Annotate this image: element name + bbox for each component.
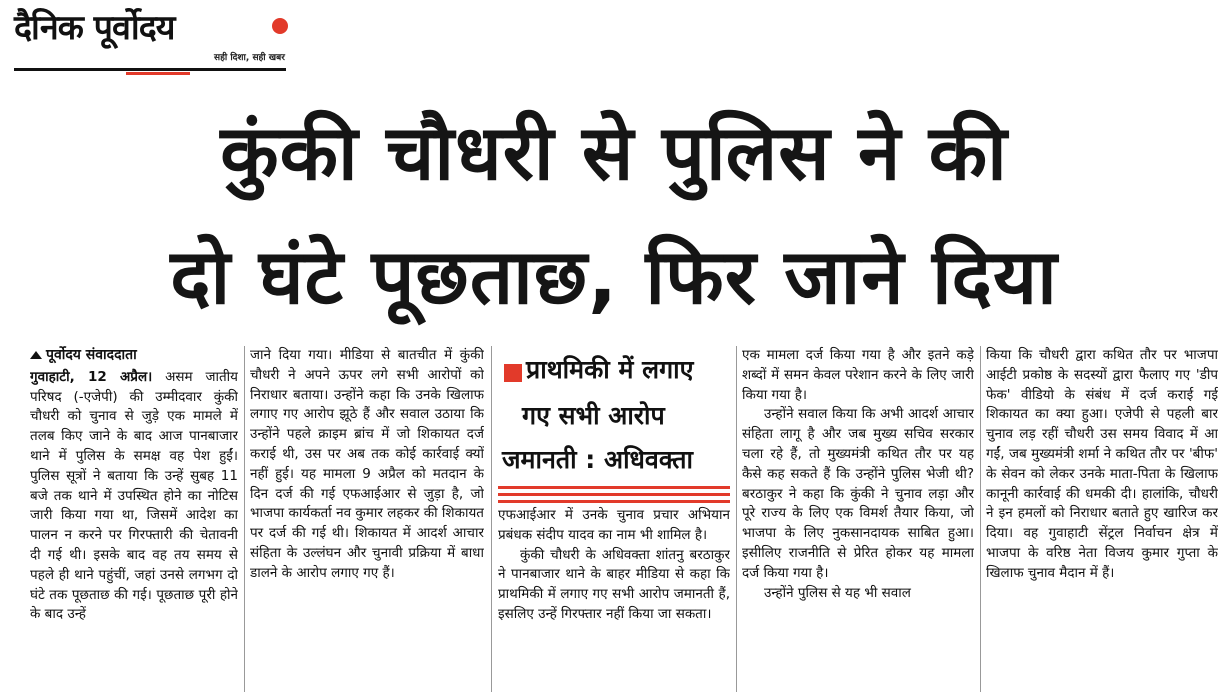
pull-quote-line-3: जमानती : अधिवक्ता xyxy=(502,445,693,474)
byline-triangle-icon xyxy=(30,351,42,359)
logo-dot-icon xyxy=(272,18,288,34)
byline xyxy=(30,346,238,366)
newspaper-name: दैनिक पूर्वोदय xyxy=(14,8,175,48)
headline-line-1: कुंकी चौधरी से पुलिस ने की xyxy=(220,108,1008,197)
column-divider xyxy=(491,346,492,692)
pull-quote xyxy=(498,346,730,506)
pull-quote-line-2: गए सभी आरोप xyxy=(522,401,665,430)
column-3-para-1: एफआईआर में उनके चुनाव प्रचार अभियान प्रबंधक संदीप यादव का नाम भी शामिल है। xyxy=(498,507,730,543)
column-4-para-2: उन्होंने सवाल किया कि अभी आदर्श आचार संहिता लागू है और जब मुख्य सचिव सरकार चला रहे हैं, तो मुख्यमंत्री कथित तौर पर यह कैसे कह सकते हैं कि उन्होंने पुलिस भेजी थी? बरठाकुर ने कहा कि कुंकी ने चुनाव लड़ा और पूरे राज्य के लिए एक विमर्श तैयार किया, जो भाजपा के लिए नुकसानदायक साबित हुआ। इसीलिए राजनीति से प्रेरित होकर यह मामला दर्ज किया गया है। xyxy=(742,406,974,581)
pull-quote-rule xyxy=(498,493,730,496)
column-divider xyxy=(980,346,981,692)
column-divider xyxy=(244,346,245,692)
column-divider xyxy=(736,346,737,692)
column-4-para-3: उन्होंने पुलिस से यह भी सवाल xyxy=(764,584,911,601)
article-column-5 xyxy=(986,346,1218,692)
pull-quote-line-1: प्राथमिकी में लगाए xyxy=(526,355,694,384)
masthead-accent-rule xyxy=(126,72,190,75)
pull-quote-square-icon xyxy=(504,364,522,382)
masthead xyxy=(14,8,286,74)
column-1-text: असम जातीय परिषद (-एजेपी) की उम्मीदवार कुंकी चौधरी को चुनाव से जुड़े एक मामले में तलब किए जाने के बाद आज पानबाजार थाने में पुलिस के समक्ष वह पेश हुईं। पुलिस सूत्रों ने बताया कि उन्हें सुबह 11 बजे तक थाने में उपस्थित होने का नोटिस जारी किया गया था, जिसमें आदेश का पालन न करने पर गिरफ्तारी की चेतावनी दी गई थी। इसके बाद वह तय समय से पहले ही थाने पहुंचीं, जहां उनसे लगभग दो घंटे तक पूछताछ की गई। पूछताछ पूरी होने के बाद उन्हें xyxy=(30,368,238,623)
byline-text: पूर्वोदय संवाददाता xyxy=(46,347,137,363)
dateline: गुवाहाटी, 12 अप्रैल। xyxy=(30,368,153,385)
column-4-para-1: एक मामला दर्ज किया गया है और इतने कड़े शब्दों में समन केवल परेशान करने के लिए जारी किया गया है। xyxy=(742,347,974,403)
article-column-1 xyxy=(30,346,238,692)
pull-quote-rule xyxy=(498,486,730,489)
newspaper-tagline: सही दिशा, सही खबर xyxy=(214,53,285,63)
column-2-text: जाने दिया गया। मीडिया से बातचीत में कुंकी चौधरी ने अपने ऊपर लगे सभी आरोपों को निराधार बताया। उन्होंने कहा कि उनके खिलाफ लगाए गए आरोप झूठे हैं और सवाल उठाया कि उन्होंने पहले क्राइम ब्रांच में जो शिकायत दर्ज कराई थी, उस पर अब तक कोई कार्रवाई क्यों नहीं हुई। यह मामला 9 अप्रैल को मतदान के दिन दर्ज की गई एफआईआर से जुड़ा है, जो भाजपा कार्यकर्ता नव कुमार लहकर की शिकायत पर दर्ज की गई थी। शिकायत में आदर्श आचार संहिता के उल्लंघन और चुनावी प्रक्रिया में बाधा डालने के आरोप लगाए गए हैं। xyxy=(250,347,484,581)
article-column-4 xyxy=(742,346,974,692)
column-3-para-2: कुंकी चौधरी के अधिवक्ता शांतनु बरठाकुर ने पानबाजार थाने के बाहर मीडिया से कहा कि प्राथमिकी में लगाए गए सभी आरोप जमानती हैं, इसलिए उन्हें गिरफ्तार नहीं किया जा सकता। xyxy=(498,546,730,622)
article-column-2 xyxy=(250,346,484,692)
article-column-3 xyxy=(498,506,730,692)
headline-line-2: दो घंटे पूछताछ, फिर जाने दिया xyxy=(170,232,1058,321)
headline xyxy=(0,98,1228,332)
masthead-rule xyxy=(14,68,286,71)
pull-quote-rule xyxy=(498,500,730,503)
column-5-text: किया कि चौधरी द्वारा कथित तौर पर भाजपा आईटी प्रकोष्ठ के सदस्यों द्वारा फैलाए गए 'डीप फेक' वीडियो के संबंध में दर्ज कराई गई शिकायत का क्या हुआ। एजेपी से पहली बार चुनाव लड़ रहीं चौधरी उस समय विवाद में आ गईं, जब मुख्यमंत्री शर्मा ने कथित तौर पर 'बीफ' के सेवन को लेकर उनके माता-पिता के खिलाफ कानूनी कार्रवाई की धमकी दी। हालांकि, चौधरी ने इन हमलों को निराधार बताते हुए खारिज कर दिया। वह गुवाहाटी सेंट्रल निर्वाचन क्षेत्र में भाजपा के वरिष्ठ नेता विजय कुमार गुप्ता के खिलाफ चुनाव मैदान में हैं। xyxy=(986,347,1218,581)
